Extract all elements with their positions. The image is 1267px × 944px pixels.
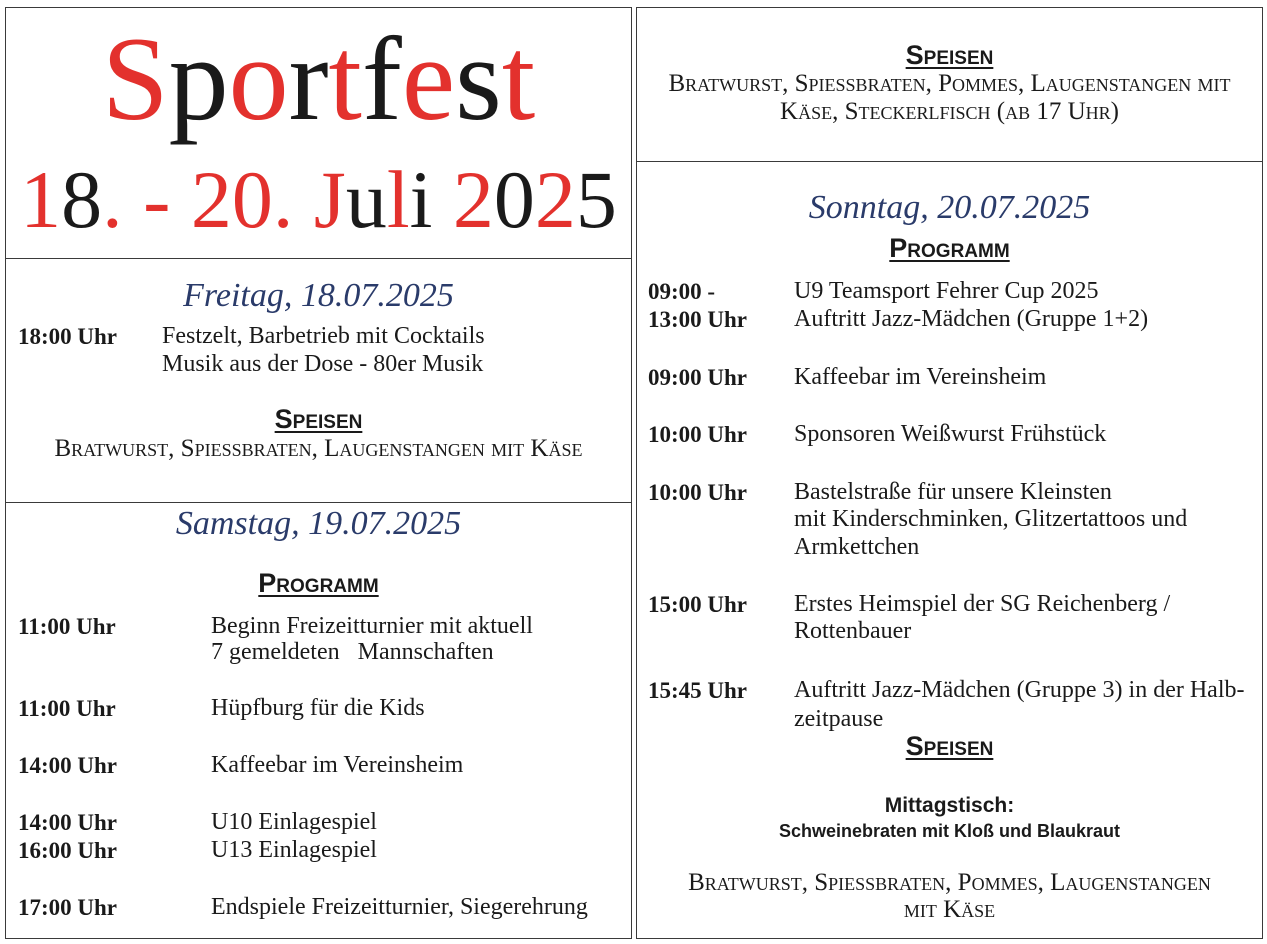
program-text: Rottenbauer [794, 618, 912, 644]
food-heading: Speisen [274, 404, 363, 434]
program-text: Sponsoren Weißwurst Frühstück [794, 421, 1107, 447]
program-text: 7 gemeldeten Mannschaften [211, 639, 494, 665]
date-segment: . - 20. J [102, 154, 346, 245]
program-time: 18:00 Uhr [18, 324, 118, 349]
event-title [5, 12, 632, 145]
date-segment: 0 [493, 154, 535, 245]
title-letter: e [401, 12, 456, 145]
date-segment: 8 [61, 154, 103, 245]
program-text: Kaffeebar im Vereinsheim [211, 752, 464, 778]
date-segment: 2 [452, 154, 494, 245]
program-text: mit Kinderschminken, Glitzertattoos und [794, 506, 1188, 532]
program-text: Endspiele Freizeitturnier, Siegerehrung [211, 894, 588, 920]
title-letter: t [501, 12, 536, 145]
program-time: 14:00 Uhr [18, 753, 118, 778]
program-time: 15:00 Uhr [648, 592, 748, 617]
program-text: Armkettchen [794, 534, 920, 560]
program-time: 10:00 Uhr [648, 422, 748, 447]
date-segment: 5 [575, 154, 617, 245]
title-letter: t [328, 12, 362, 145]
program-time: 11:00 Uhr [18, 614, 116, 639]
lunch-title: Mittagstisch: [884, 794, 1015, 817]
program-time: 14:00 Uhr [18, 810, 118, 835]
program-text: zeitpause [794, 706, 884, 732]
program-text: Beginn Freizeitturnier mit aktuell [211, 613, 533, 639]
friday-heading: Freitag, 18.07.2025 [183, 277, 454, 314]
date-segment: l [386, 154, 410, 245]
lunch-dish: Schweinebraten mit Kloß und Blaukraut [778, 821, 1121, 841]
food-list: Bratwurst, Spießbraten, Laugenstangen mit Käse [54, 435, 583, 462]
program-time: 09:00 Uhr [648, 365, 748, 390]
program-time: 16:00 Uhr [18, 838, 118, 863]
title-letter: s [455, 12, 502, 145]
program-time: 10:00 Uhr [648, 480, 748, 505]
title-letter: o [228, 12, 289, 145]
program-time: 15:45 Uhr [648, 678, 748, 703]
program-text: Musik aus der Dose - 80er Musik [162, 351, 484, 377]
title-letter: S [101, 12, 169, 145]
program-text: Kaffeebar im Vereinsheim [794, 364, 1047, 390]
program-time: 17:00 Uhr [18, 895, 118, 920]
program-heading: Programm [258, 568, 379, 598]
date-segment: 1 [20, 154, 62, 245]
food-list: Käse, Steckerlfisch (ab 17 Uhr) [780, 98, 1119, 125]
food-list: mit Käse [903, 896, 996, 923]
program-text: Festzelt, Barbetrieb mit Cocktails [162, 323, 485, 349]
date-segment: i [409, 154, 453, 245]
sunday-heading: Sonntag, 20.07.2025 [808, 189, 1091, 226]
food-list: Bratwurst, Spießbraten, Pommes, Laugenstangen [688, 869, 1211, 896]
date-segment: 2 [534, 154, 576, 245]
program-text: U9 Teamsport Fehrer Cup 2025 [794, 278, 1099, 304]
section-divider [636, 161, 1263, 162]
program-text: Hüpfburg für die Kids [211, 695, 425, 721]
date-segment: u [345, 154, 387, 245]
food-list: Bratwurst, Spießbraten, Pommes, Laugenstangen mit [668, 70, 1231, 97]
program-text: U13 Einlagespiel [211, 837, 377, 863]
program-time: 09:00 - [648, 279, 716, 304]
left-panel [5, 7, 632, 939]
title-letter: r [288, 12, 329, 145]
title-letter: f [361, 12, 402, 145]
event-dates [5, 154, 632, 245]
saturday-heading: Samstag, 19.07.2025 [175, 505, 462, 542]
food-heading: Speisen [905, 40, 994, 70]
program-time: 13:00 Uhr [648, 307, 748, 332]
program-text: Erstes Heimspiel der SG Reichenberg / [794, 591, 1171, 617]
program-heading: Programm [889, 233, 1010, 263]
program-text: Auftritt Jazz-Mädchen (Gruppe 1+2) [794, 306, 1149, 332]
food-heading: Speisen [905, 731, 994, 761]
program-text: Auftritt Jazz-Mädchen (Gruppe 3) in der Halb- [794, 677, 1245, 703]
program-text: U10 Einlagespiel [211, 809, 377, 835]
section-divider [5, 502, 632, 503]
program-text: Bastelstraße für unsere Kleinsten [794, 479, 1112, 505]
program-time: 11:00 Uhr [18, 696, 116, 721]
title-letter: p [168, 12, 229, 145]
section-divider [5, 258, 632, 259]
